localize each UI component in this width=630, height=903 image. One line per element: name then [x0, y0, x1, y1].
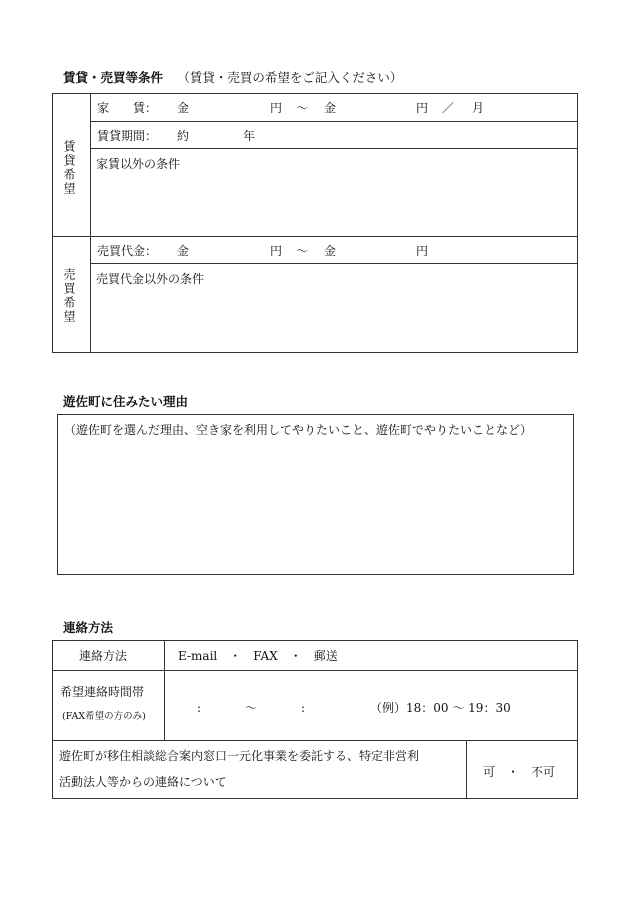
reason-heading: 遊佐町に住みたい理由	[63, 394, 189, 409]
sale-yen-2: 円	[416, 244, 429, 258]
consent-text-line-2: 活動法人等からの連絡について	[59, 775, 227, 789]
rent-slash: ／	[442, 101, 455, 115]
sale-kin-1: 金	[177, 244, 190, 258]
rent-other-conditions-field[interactable]	[94, 175, 574, 233]
contact-method-options[interactable]: E-mail ・ FAX ・ 郵送	[178, 649, 338, 663]
row-divider	[90, 263, 578, 264]
reason-field[interactable]	[62, 444, 568, 569]
rental-period-field[interactable]	[196, 126, 240, 144]
contact-time-label: 希望連絡時間帯	[60, 685, 145, 699]
rental-sale-title: 賃貸・売買等条件	[63, 70, 164, 85]
rent-other-conditions-label: 家賃以外の条件	[96, 157, 181, 171]
time-colon-1: :	[197, 701, 202, 715]
rent-min-amount-field[interactable]	[198, 98, 264, 116]
row-divider	[52, 670, 578, 671]
sale-price-label: 売買代金：	[97, 244, 158, 258]
rent-group-label: 賃貸希望	[62, 140, 76, 196]
rent-tilde: 〜	[296, 101, 309, 115]
rent-month: 月	[472, 101, 485, 115]
sale-min-amount-field[interactable]	[198, 241, 264, 259]
rental-period-label: 賃貸期間：	[97, 129, 158, 143]
group-divider	[52, 236, 578, 237]
rental-period-year: 年	[243, 129, 256, 143]
contact-method-label: 連絡方法	[79, 649, 128, 663]
table-divider	[90, 93, 91, 353]
rent-kin-2: 金	[324, 101, 337, 115]
contact-time-note: (FAX希望の方のみ)	[62, 711, 146, 722]
col-divider	[164, 640, 165, 740]
rent-label: 家 賃：	[97, 101, 158, 115]
sale-yen-1: 円	[270, 244, 283, 258]
sale-other-conditions-field[interactable]	[94, 290, 574, 348]
rent-max-amount-field[interactable]	[345, 98, 411, 116]
time-tilde: 〜	[245, 701, 258, 715]
consent-options[interactable]: 可 ・ 不可	[483, 765, 556, 779]
rental-sale-conditions-heading	[63, 68, 402, 86]
time-colon-2: :	[301, 701, 306, 715]
contact-time-field[interactable]	[171, 696, 351, 718]
col-divider	[466, 740, 467, 799]
row-divider	[90, 148, 578, 149]
contact-method-heading: 連絡方法	[63, 620, 114, 635]
sale-kin-2: 金	[324, 244, 337, 258]
rent-yen-2: 円	[416, 101, 429, 115]
contact-time-example: （例）18：00 〜 19：30	[370, 701, 511, 715]
rent-kin-1: 金	[177, 101, 190, 115]
sale-other-conditions-label: 売買代金以外の条件	[96, 272, 205, 286]
sale-max-amount-field[interactable]	[345, 241, 411, 259]
rental-sale-subtitle: （賃貸・売買の希望をご記入ください）	[177, 70, 403, 85]
reason-hint: （遊佐町を選んだ理由、空き家を利用してやりたいこと、遊佐町でやりたいことなど）	[64, 423, 533, 437]
consent-text-line-1: 遊佐町が移住相談総合案内窓口一元化事業を委託する、特定非営利	[59, 749, 420, 763]
sale-tilde: 〜	[296, 244, 309, 258]
row-divider	[52, 740, 578, 741]
rental-period-approx: 約	[177, 129, 190, 143]
rent-yen-1: 円	[270, 101, 283, 115]
row-divider	[90, 121, 578, 122]
sale-group-label: 売買希望	[62, 268, 76, 324]
